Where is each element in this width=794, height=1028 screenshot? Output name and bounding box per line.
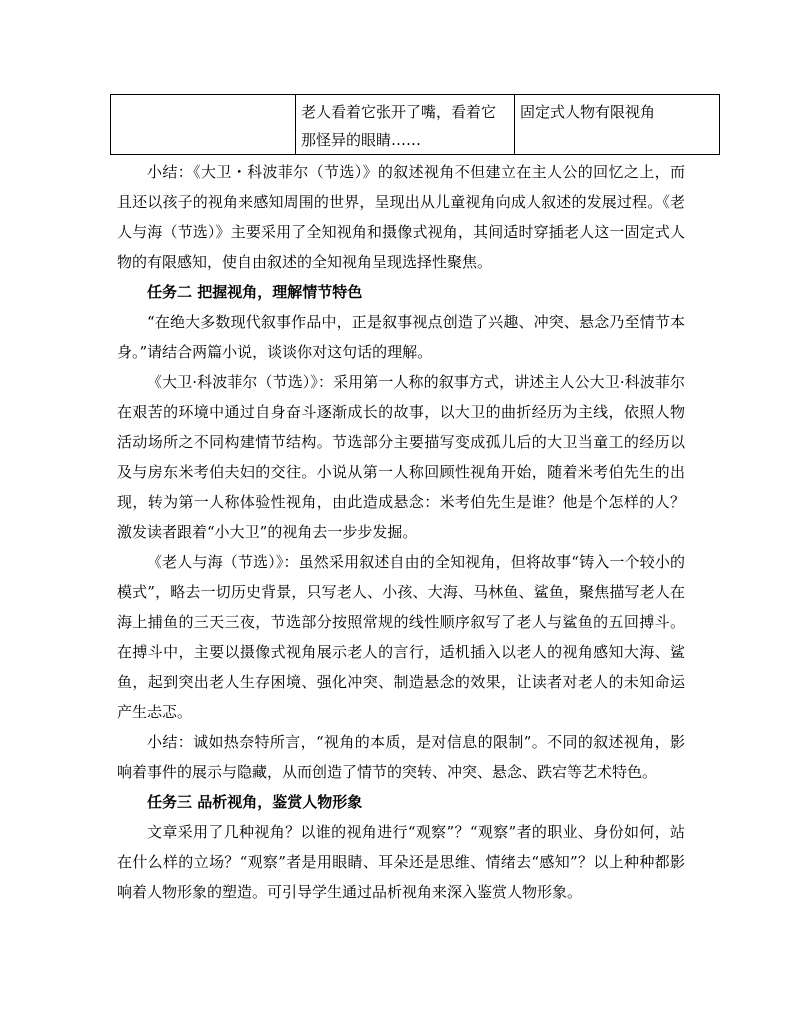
task2-quote-paragraph: “在绝大多数现代叙事作品中，正是叙事视点创造了兴趣、冲突、悬念乃至情节本身。”请结合两篇小说，谈谈你对这句话的理解。	[117, 313, 685, 361]
old-man-sea-paragraph: 《老人与海（节选）》：虽然采用叙述自由的全知视角，但将故事“铸入一个较小的模式”，略去一切历史背景，只写老人、小孩、大海、马林鱼、鲨鱼，聚焦描写老人在海上捕鱼的三天三夜，节选部分按照常规的线性顺序叙写了老人与鲨鱼的五回搏斗。在搏斗中，主要以摄像式视角展示老人的言行，适机插入以老人的视角感知大海、鲨鱼，起到突出老人生存困境、强化冲突、制造悬念的效果，让读者对老人的未知命运产生忐忑。	[117, 553, 685, 721]
viewpoint-table-fragment	[110, 94, 720, 155]
david-copperfield-paragraph: 《大卫·科波菲尔（节选）》：采用第一人称的叙事方式，讲述主人公大卫·科波菲尔在艰苦的环境中通过自身奋斗逐渐成长的故事，以大卫的曲折经历为主线，依照人物活动场所之不同构建情节结构。节选部分主要描写变成孤儿后的大卫当童工的经历以及与房东米考伯夫妇的交往。小说从第一人称回顾性视角开始，随着米考伯先生的出现，转为第一人称体验性视角，由此造成悬念：米考伯先生是谁？他是个怎样的人？激发读者跟着“小大卫”的视角去一步步发掘。	[117, 373, 685, 541]
summary-paragraph-1: 小结：《大卫・科波菲尔（节选）》的叙述视角不但建立在主人公的回忆之上，而且还以孩子的视角来感知周围的世界，呈现出从儿童视角向成人叙述的发展过程。《老人与海（节选）》主要采用了全知视角和摄像式视角，其间适时穿插老人这一固定式人物的有限感知，使自由叙述的全知视角呈现选择性聚焦。	[117, 163, 685, 271]
table-cell-viewpoint: 固定式人物有限视角	[515, 95, 720, 155]
summary-paragraph-2: 小结：诚如热奈特所言，“视角的本质，是对信息的限制”。不同的叙述视角，影响着事件的展示与隐藏，从而创造了情节的突转、冲突、悬念、跌宕等艺术特色。	[117, 733, 685, 781]
table-row	[111, 95, 720, 155]
task3-heading: 任务三 品析视角，鉴赏人物形象	[147, 793, 363, 811]
table-cell-quote: 老人看着它张开了嘴，看着它那怪异的眼睛……	[296, 95, 515, 155]
task3-body-paragraph: 文章采用了几种视角？以谁的视角进行“观察”？“观察”者的职业、身份如何，站在什么样的立场？“观察”者是用眼睛、耳朵还是思维、情绪去“感知”？以上种种都影响着人物形象的塑造。可引导学生通过品析视角来深入鉴赏人物形象。	[117, 823, 685, 901]
task2-heading: 任务二 把握视角，理解情节特色	[147, 283, 363, 301]
document-body	[117, 157, 685, 907]
table-cell-example	[111, 95, 296, 155]
